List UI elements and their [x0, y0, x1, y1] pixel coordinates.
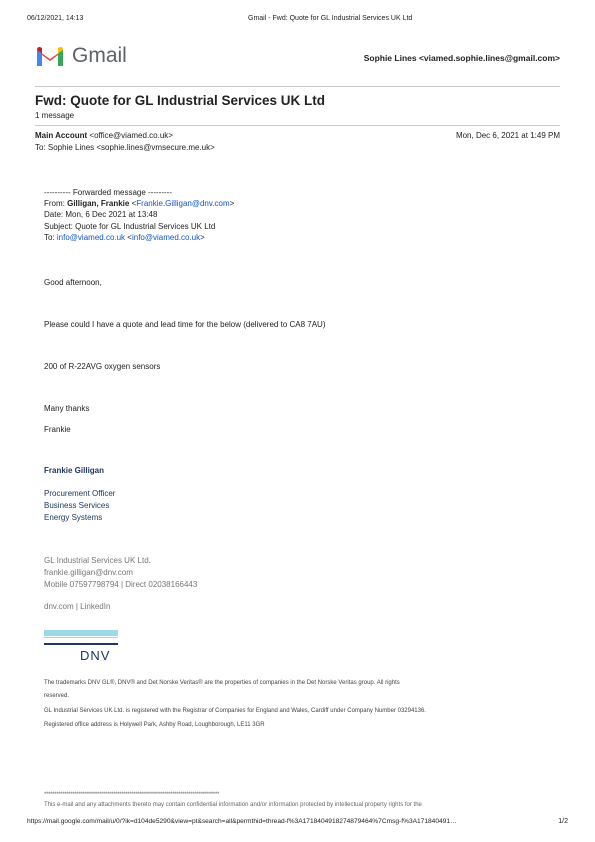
forward-from-name: Gilligan, Frankie [67, 199, 130, 208]
signature-role-3: Energy Systems [44, 513, 103, 522]
signature-company: GL Industrial Services UK Ltd. [44, 556, 151, 565]
signature-role-2: Business Services [44, 501, 110, 510]
print-datetime: 06/12/2021, 14:13 [27, 15, 84, 22]
sender-name: Main Account [35, 131, 88, 140]
forward-from: From: Gilligan, Frankie <Frankie.Gilligan@dnv.com> [44, 199, 235, 208]
legal-line-1: The trademarks DNV GL®, DNV® and Det Norske Veritas® are the properties of companies in the Det Norske Veritas group. All rights [44, 680, 400, 686]
forward-to-link[interactable]: info@viamed.co.uk [56, 233, 126, 242]
body-signoff: Frankie [44, 425, 71, 434]
forward-to: To: info@viamed.co.uk <info@viamed.co.uk> [44, 233, 205, 242]
legal-stars: ************************************************************************************** [44, 792, 220, 798]
forward-from-email-link[interactable]: Frankie.Gilligan@dnv.com [136, 199, 230, 208]
header-divider [35, 86, 560, 87]
subject-divider [35, 125, 560, 126]
dnv-logo-text: DNV [80, 648, 111, 663]
forward-to-email-link[interactable]: info@viamed.co.uk [131, 233, 201, 242]
gmail-logo-icon [35, 44, 65, 68]
gmail-wordmark: Gmail [72, 44, 127, 67]
body-request: Please could I have a quote and lead time for the below (delivered to CA8 7AU) [44, 320, 326, 329]
forward-divider: ---------- Forwarded message --------- [44, 188, 172, 197]
forward-date: Date: Mon, 6 Dec 2021 at 13:48 [44, 210, 158, 219]
print-url: https://mail.google.com/mail/u/0/?ik=d104de5290&view=pt&search=all&permthid=thread-f%3A1718404918274879464%7Cmsg-f%3A171840491… [27, 818, 457, 825]
message-to: To: Sophie Lines <sophie.lines@vmsecure.me.uk> [35, 143, 215, 152]
dnv-logo-bar-top [44, 630, 118, 636]
body-thanks: Many thanks [44, 404, 90, 413]
dnv-logo-bar-bottom [44, 643, 118, 645]
message-from [35, 131, 173, 140]
body-item: 200 of R-22AVG oxygen sensors [44, 362, 161, 371]
signature-name: Frankie Gilligan [44, 466, 105, 475]
dnv-logo-bar-mid [44, 637, 118, 641]
forward-from-label: From: [44, 199, 68, 208]
signature-links[interactable]: dnv.com | LinkedIn [44, 602, 111, 611]
signature-phones: Mobile 07597798794 | Direct 02038166443 [44, 580, 198, 589]
legal-disclaimer: This e-mail and any attachments thereto may contain confidential information and/or information protected by intellectual property rights for the [44, 802, 422, 808]
legal-line-3: GL Industrial Services UK Ltd. is registered with the Registrar of Companies for England and Wales, Cardiff under Company Number 03294136. [44, 708, 426, 714]
print-page-number: 1/2 [558, 818, 568, 825]
message-count: 1 message [35, 111, 75, 120]
signature-email[interactable]: frankie.gilligan@dnv.com [44, 568, 133, 577]
print-page-title: Gmail - Fwd: Quote for GL Industrial Services UK Ltd [248, 15, 413, 22]
signature-role-1: Procurement Officer [44, 489, 116, 498]
account-name: Sophie Lines <viamed.sophie.lines@gmail.com> [363, 53, 560, 63]
legal-line-4: Registered office address is Holywell Park, Ashby Road, Loughborough, LE11 3GR [44, 722, 265, 728]
forward-to-label: To: [44, 233, 57, 242]
legal-line-2: reserved. [44, 693, 70, 699]
sender-email: <office@viamed.co.uk> [89, 131, 173, 140]
body-greeting: Good afternoon, [44, 278, 102, 287]
forward-subject: Subject: Quote for GL Industrial Services UK Ltd [44, 222, 216, 231]
thread-subject: Fwd: Quote for GL Industrial Services UK Ltd [35, 93, 326, 108]
message-date: Mon, Dec 6, 2021 at 1:49 PM [455, 131, 560, 140]
